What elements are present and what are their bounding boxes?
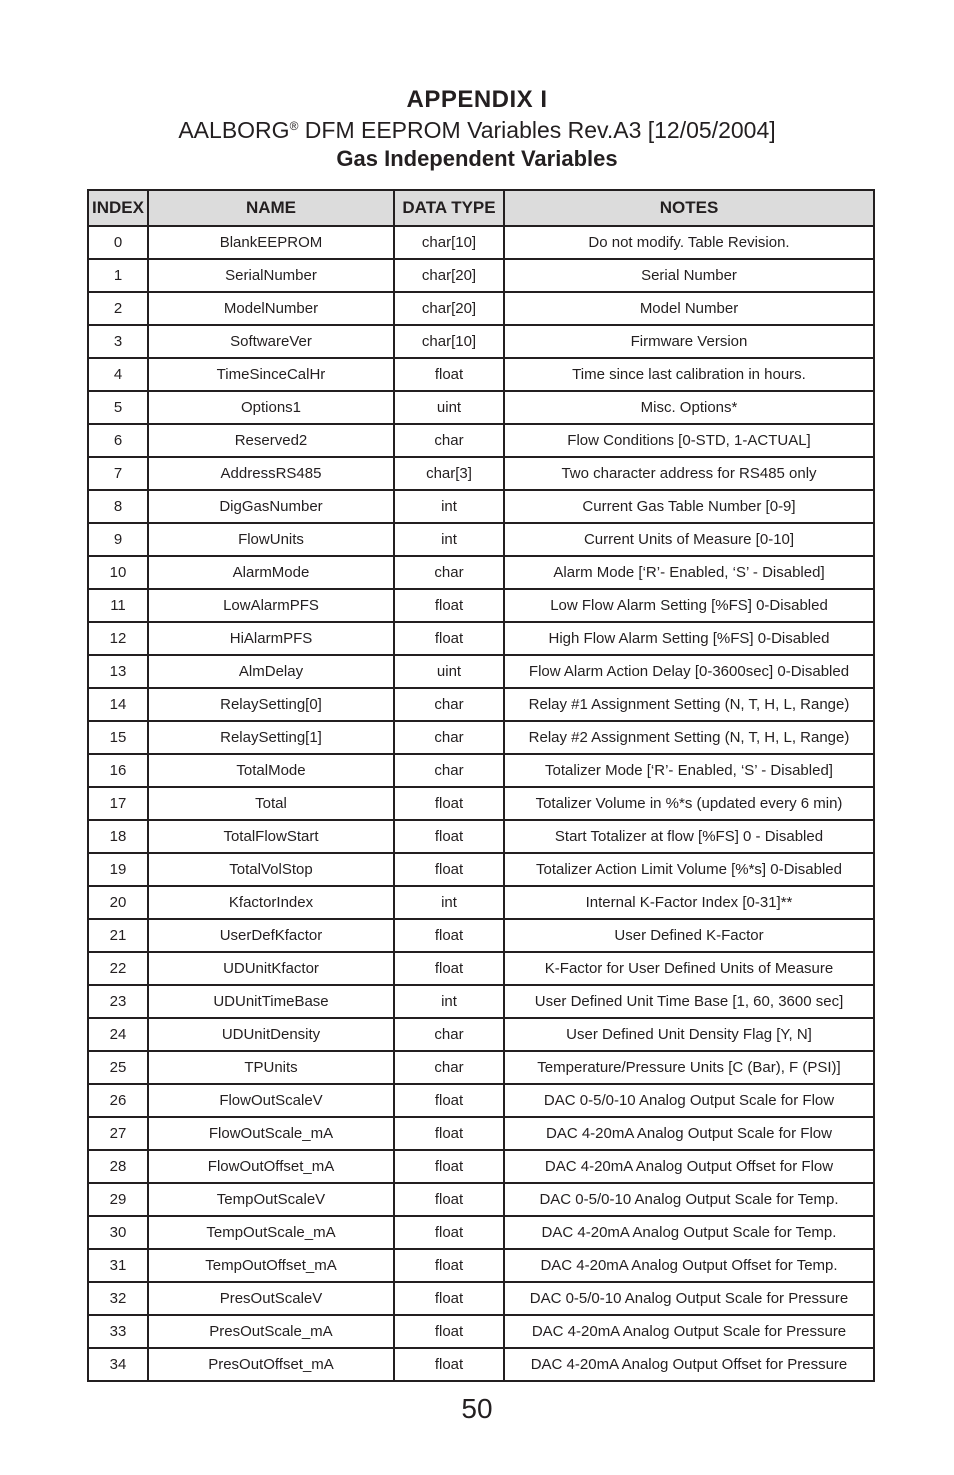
cell-index: 1 xyxy=(88,259,148,292)
cell-data-type: char xyxy=(394,688,504,721)
cell-index: 32 xyxy=(88,1282,148,1315)
cell-notes: Start Totalizer at flow [%FS] 0 - Disabled xyxy=(504,820,874,853)
cell-data-type: char xyxy=(394,754,504,787)
cell-name: Reserved2 xyxy=(148,424,394,457)
cell-notes: DAC 0-5/0-10 Analog Output Scale for Pressure xyxy=(504,1282,874,1315)
table-row xyxy=(88,226,874,259)
table-row xyxy=(88,1018,874,1051)
cell-index: 14 xyxy=(88,688,148,721)
table-row xyxy=(88,622,874,655)
cell-index: 11 xyxy=(88,589,148,622)
cell-data-type: float xyxy=(394,1150,504,1183)
table-row xyxy=(88,754,874,787)
cell-name: FlowOutOffset_mA xyxy=(148,1150,394,1183)
cell-notes: Serial Number xyxy=(504,259,874,292)
table-row xyxy=(88,688,874,721)
cell-data-type: uint xyxy=(394,655,504,688)
cell-name: FlowOutScale_mA xyxy=(148,1117,394,1150)
cell-data-type: char[20] xyxy=(394,292,504,325)
cell-index: 18 xyxy=(88,820,148,853)
cell-index: 24 xyxy=(88,1018,148,1051)
cell-data-type: float xyxy=(394,1084,504,1117)
cell-notes: Totalizer Mode [‘R’- Enabled, ‘S’ - Disabled] xyxy=(504,754,874,787)
variables-table xyxy=(87,189,875,1382)
table-row xyxy=(88,919,874,952)
table-row xyxy=(88,292,874,325)
cell-index: 21 xyxy=(88,919,148,952)
cell-name: TempOutScale_mA xyxy=(148,1216,394,1249)
cell-name: UDUnitKfactor xyxy=(148,952,394,985)
cell-name: FlowOutScaleV xyxy=(148,1084,394,1117)
cell-data-type: int xyxy=(394,490,504,523)
cell-index: 27 xyxy=(88,1117,148,1150)
table-body xyxy=(88,226,874,1381)
table-row xyxy=(88,655,874,688)
subtitle-text: DFM EEPROM Variables Rev.A3 [12/05/2004] xyxy=(298,117,776,143)
cell-index: 20 xyxy=(88,886,148,919)
cell-notes: DAC 4-20mA Analog Output Scale for Temp. xyxy=(504,1216,874,1249)
table-row xyxy=(88,391,874,424)
column-header-index: INDEX xyxy=(88,190,148,226)
cell-notes: Alarm Mode [‘R’- Enabled, ‘S’ - Disabled] xyxy=(504,556,874,589)
cell-data-type: char[20] xyxy=(394,259,504,292)
table-row xyxy=(88,787,874,820)
cell-index: 17 xyxy=(88,787,148,820)
cell-name: LowAlarmPFS xyxy=(148,589,394,622)
table-row xyxy=(88,1249,874,1282)
cell-notes: Do not modify. Table Revision. xyxy=(504,226,874,259)
cell-index: 22 xyxy=(88,952,148,985)
cell-index: 31 xyxy=(88,1249,148,1282)
document-subtitle xyxy=(0,117,954,144)
cell-data-type: float xyxy=(394,919,504,952)
table-row xyxy=(88,1051,874,1084)
cell-data-type: int xyxy=(394,523,504,556)
cell-notes: Low Flow Alarm Setting [%FS] 0-Disabled xyxy=(504,589,874,622)
cell-name: AlarmMode xyxy=(148,556,394,589)
table-row xyxy=(88,325,874,358)
cell-data-type: float xyxy=(394,787,504,820)
table-row xyxy=(88,259,874,292)
registered-mark: ® xyxy=(289,119,299,133)
cell-index: 13 xyxy=(88,655,148,688)
cell-notes: Two character address for RS485 only xyxy=(504,457,874,490)
cell-name: AddressRS485 xyxy=(148,457,394,490)
cell-notes: User Defined K-Factor xyxy=(504,919,874,952)
cell-name: TotalMode xyxy=(148,754,394,787)
cell-data-type: float xyxy=(394,853,504,886)
table-row xyxy=(88,1150,874,1183)
cell-index: 8 xyxy=(88,490,148,523)
cell-notes: DAC 4-20mA Analog Output Scale for Flow xyxy=(504,1117,874,1150)
cell-index: 15 xyxy=(88,721,148,754)
table-row xyxy=(88,490,874,523)
cell-notes: Time since last calibration in hours. xyxy=(504,358,874,391)
cell-data-type: char xyxy=(394,424,504,457)
cell-data-type: char xyxy=(394,1018,504,1051)
cell-data-type: float xyxy=(394,952,504,985)
cell-data-type: float xyxy=(394,1315,504,1348)
page-number: 50 xyxy=(461,1393,493,1424)
cell-data-type: char xyxy=(394,721,504,754)
table-row xyxy=(88,1084,874,1117)
cell-notes: Model Number xyxy=(504,292,874,325)
cell-name: UserDefKfactor xyxy=(148,919,394,952)
cell-data-type: char[10] xyxy=(394,325,504,358)
cell-notes: Totalizer Volume in %*s (updated every 6 min) xyxy=(504,787,874,820)
cell-data-type: uint xyxy=(394,391,504,424)
cell-name: HiAlarmPFS xyxy=(148,622,394,655)
cell-index: 25 xyxy=(88,1051,148,1084)
cell-name: UDUnitDensity xyxy=(148,1018,394,1051)
cell-name: UDUnitTimeBase xyxy=(148,985,394,1018)
table-row xyxy=(88,523,874,556)
cell-name: DigGasNumber xyxy=(148,490,394,523)
cell-notes: Relay #2 Assignment Setting (N, T, H, L, Range) xyxy=(504,721,874,754)
cell-data-type: float xyxy=(394,622,504,655)
brand-name: AALBORG xyxy=(178,117,290,143)
cell-index: 5 xyxy=(88,391,148,424)
cell-index: 7 xyxy=(88,457,148,490)
cell-index: 3 xyxy=(88,325,148,358)
cell-name: SoftwareVer xyxy=(148,325,394,358)
cell-name: Options1 xyxy=(148,391,394,424)
column-header-name: NAME xyxy=(148,190,394,226)
table-header-row xyxy=(88,190,874,226)
cell-name: TotalFlowStart xyxy=(148,820,394,853)
cell-index: 29 xyxy=(88,1183,148,1216)
cell-data-type: int xyxy=(394,886,504,919)
cell-name: TempOutOffset_mA xyxy=(148,1249,394,1282)
cell-index: 19 xyxy=(88,853,148,886)
cell-index: 30 xyxy=(88,1216,148,1249)
column-header-data-type: DATA TYPE xyxy=(394,190,504,226)
cell-index: 26 xyxy=(88,1084,148,1117)
cell-name: TPUnits xyxy=(148,1051,394,1084)
table-row xyxy=(88,952,874,985)
cell-name: PresOutScale_mA xyxy=(148,1315,394,1348)
table-row xyxy=(88,556,874,589)
cell-data-type: float xyxy=(394,358,504,391)
cell-name: TimeSinceCalHr xyxy=(148,358,394,391)
cell-index: 28 xyxy=(88,1150,148,1183)
cell-index: 0 xyxy=(88,226,148,259)
cell-index: 23 xyxy=(88,985,148,1018)
table-row xyxy=(88,589,874,622)
cell-notes: User Defined Unit Density Flag [Y, N] xyxy=(504,1018,874,1051)
cell-data-type: float xyxy=(394,820,504,853)
table-row xyxy=(88,1282,874,1315)
cell-data-type: float xyxy=(394,1117,504,1150)
table-row xyxy=(88,985,874,1018)
cell-data-type: char xyxy=(394,556,504,589)
column-header-notes: NOTES xyxy=(504,190,874,226)
cell-data-type: float xyxy=(394,589,504,622)
cell-name: PresOutScaleV xyxy=(148,1282,394,1315)
cell-notes: Current Gas Table Number [0-9] xyxy=(504,490,874,523)
cell-name: TempOutScaleV xyxy=(148,1183,394,1216)
cell-name: AlmDelay xyxy=(148,655,394,688)
cell-name: ModelNumber xyxy=(148,292,394,325)
table-row xyxy=(88,424,874,457)
cell-notes: Temperature/Pressure Units [C (Bar), F (PSI)] xyxy=(504,1051,874,1084)
cell-notes: High Flow Alarm Setting [%FS] 0-Disabled xyxy=(504,622,874,655)
cell-index: 2 xyxy=(88,292,148,325)
table-row xyxy=(88,886,874,919)
table-row xyxy=(88,1315,874,1348)
cell-index: 33 xyxy=(88,1315,148,1348)
cell-data-type: float xyxy=(394,1183,504,1216)
cell-notes: Misc. Options* xyxy=(504,391,874,424)
table-row xyxy=(88,853,874,886)
cell-notes: User Defined Unit Time Base [1, 60, 3600 sec] xyxy=(504,985,874,1018)
cell-name: BlankEEPROM xyxy=(148,226,394,259)
cell-notes: Flow Alarm Action Delay [0-3600sec] 0-Disabled xyxy=(504,655,874,688)
cell-index: 16 xyxy=(88,754,148,787)
cell-notes: Current Units of Measure [0-10] xyxy=(504,523,874,556)
cell-index: 34 xyxy=(88,1348,148,1381)
cell-data-type: float xyxy=(394,1249,504,1282)
cell-notes: Internal K-Factor Index [0-31]** xyxy=(504,886,874,919)
appendix-title: APPENDIX I xyxy=(406,86,548,113)
table-row xyxy=(88,1216,874,1249)
cell-data-type: char xyxy=(394,1051,504,1084)
cell-notes: K-Factor for User Defined Units of Measure xyxy=(504,952,874,985)
cell-data-type: float xyxy=(394,1348,504,1381)
cell-index: 9 xyxy=(88,523,148,556)
table-row xyxy=(88,1117,874,1150)
cell-data-type: float xyxy=(394,1216,504,1249)
cell-notes: DAC 0-5/0-10 Analog Output Scale for Temp. xyxy=(504,1183,874,1216)
cell-notes: DAC 4-20mA Analog Output Scale for Pressure xyxy=(504,1315,874,1348)
cell-name: RelaySetting[1] xyxy=(148,721,394,754)
cell-index: 6 xyxy=(88,424,148,457)
cell-notes: DAC 0-5/0-10 Analog Output Scale for Flow xyxy=(504,1084,874,1117)
table-row xyxy=(88,1348,874,1381)
cell-index: 10 xyxy=(88,556,148,589)
cell-notes: DAC 4-20mA Analog Output Offset for Temp. xyxy=(504,1249,874,1282)
cell-notes: Totalizer Action Limit Volume [%*s] 0-Disabled xyxy=(504,853,874,886)
cell-notes: Relay #1 Assignment Setting (N, T, H, L, Range) xyxy=(504,688,874,721)
cell-index: 12 xyxy=(88,622,148,655)
cell-name: TotalVolStop xyxy=(148,853,394,886)
cell-name: PresOutOffset_mA xyxy=(148,1348,394,1381)
table-row xyxy=(88,457,874,490)
table-row xyxy=(88,820,874,853)
cell-name: KfactorIndex xyxy=(148,886,394,919)
cell-data-type: char[10] xyxy=(394,226,504,259)
cell-data-type: char[3] xyxy=(394,457,504,490)
cell-name: SerialNumber xyxy=(148,259,394,292)
cell-notes: Firmware Version xyxy=(504,325,874,358)
cell-notes: Flow Conditions [0-STD, 1-ACTUAL] xyxy=(504,424,874,457)
table-row xyxy=(88,1183,874,1216)
cell-data-type: int xyxy=(394,985,504,1018)
cell-name: FlowUnits xyxy=(148,523,394,556)
table-row xyxy=(88,358,874,391)
cell-index: 4 xyxy=(88,358,148,391)
section-title: Gas Independent Variables xyxy=(336,146,618,171)
cell-data-type: float xyxy=(394,1282,504,1315)
cell-notes: DAC 4-20mA Analog Output Offset for Pressure xyxy=(504,1348,874,1381)
cell-name: RelaySetting[0] xyxy=(148,688,394,721)
cell-notes: DAC 4-20mA Analog Output Offset for Flow xyxy=(504,1150,874,1183)
cell-name: Total xyxy=(148,787,394,820)
table-row xyxy=(88,721,874,754)
